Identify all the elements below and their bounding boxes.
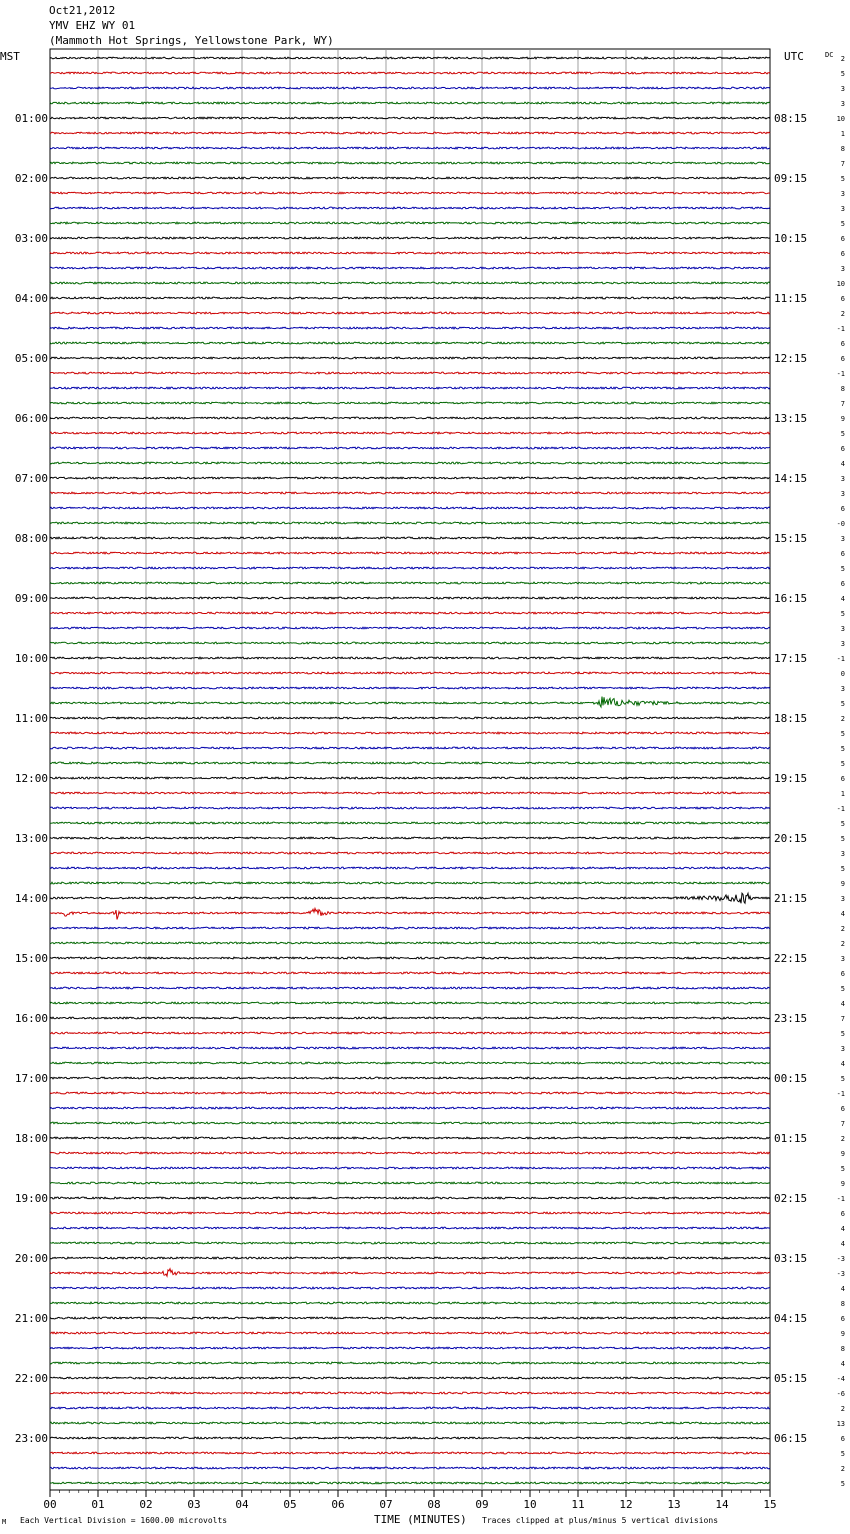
mst-hour-label: 02:00 (14, 172, 48, 185)
dc-offset-label: 7 (840, 1120, 845, 1128)
dc-offset-label: 5 (840, 430, 845, 438)
seismic-trace (50, 1017, 770, 1019)
seismic-trace (50, 762, 770, 764)
seismic-trace (50, 1047, 770, 1049)
dc-offset-label: 3 (840, 625, 845, 633)
dc-offset-label: 2 (840, 940, 845, 948)
dc-offset-label: 6 (840, 580, 845, 588)
seismic-trace (50, 327, 770, 329)
seismic-trace (50, 447, 770, 449)
x-tick-label: 03 (187, 1498, 201, 1511)
seismic-trace (50, 627, 770, 629)
dc-offset-label: -1 (836, 805, 845, 813)
seismic-trace (50, 1269, 770, 1276)
utc-hour-label: 18:15 (774, 712, 808, 725)
dc-offset-label: -6 (836, 1390, 845, 1398)
utc-hour-label: 23:15 (774, 1012, 808, 1025)
dc-offset-label: 9 (840, 415, 845, 423)
seismic-trace (50, 612, 770, 614)
seismic-trace (50, 297, 770, 299)
dc-offset-label: 5 (840, 985, 845, 993)
utc-hour-label: 03:15 (774, 1252, 808, 1265)
dc-offset-label: 5 (840, 1450, 845, 1458)
dc-offset-label: 5 (840, 70, 845, 78)
seismic-trace (50, 1302, 770, 1304)
seismic-trace (50, 537, 770, 539)
utc-hour-label: 17:15 (774, 652, 808, 665)
dc-offset-label: -3 (836, 1255, 845, 1263)
dc-offset-label: 6 (840, 1210, 845, 1218)
x-tick-label: 14 (715, 1498, 729, 1511)
utc-hour-label: 12:15 (774, 352, 808, 365)
utc-hour-label: 13:15 (774, 412, 808, 425)
seismic-trace (50, 462, 770, 464)
seismic-trace (50, 1062, 770, 1064)
seismic-trace (50, 1377, 770, 1379)
dc-offset-label: -1 (836, 1195, 845, 1203)
dc-offset-label: 1 (840, 790, 845, 798)
seismic-trace (50, 177, 770, 179)
seismic-trace (50, 237, 770, 239)
dc-offset-label: 6 (840, 1105, 845, 1113)
seismic-trace (50, 477, 770, 479)
scale-note: Each Vertical Division = 1600.00 microvolts (20, 1516, 228, 1525)
dc-offset-label: 5 (840, 730, 845, 738)
dc-offset-label: -1 (836, 325, 845, 333)
dc-offset-label: 6 (840, 775, 845, 783)
mst-hour-label: 05:00 (14, 352, 48, 365)
dc-offset-label: 8 (840, 1300, 845, 1308)
seismic-trace (50, 1287, 770, 1289)
seismic-trace (50, 132, 770, 134)
seismic-trace (50, 567, 770, 569)
dc-offset-label: -0 (836, 520, 845, 528)
dc-offset-label: -4 (836, 1375, 845, 1383)
seismic-trace (50, 417, 770, 419)
x-tick-label: 13 (667, 1498, 681, 1511)
mst-hour-label: 07:00 (14, 472, 48, 485)
seismic-trace (50, 1122, 770, 1124)
seismic-trace (50, 1032, 770, 1034)
seismic-trace (50, 732, 770, 734)
utc-hour-label: 19:15 (774, 772, 808, 785)
seismic-trace (50, 72, 770, 74)
seismic-trace (50, 792, 770, 794)
location-label: (Mammoth Hot Springs, Yellowstone Park, WY) (49, 34, 334, 47)
dc-offset-label: 3 (840, 85, 845, 93)
dc-offset-label: 3 (840, 850, 845, 858)
seismic-trace (50, 1152, 770, 1154)
seismic-trace (50, 1002, 770, 1004)
seismic-trace (50, 87, 770, 89)
station-label: YMV EHZ WY 01 (49, 19, 136, 32)
seismic-trace (50, 1407, 770, 1409)
x-tick-label: 00 (43, 1498, 57, 1511)
dc-offset-label: 5 (840, 1075, 845, 1083)
mst-hour-label: 04:00 (14, 292, 48, 305)
seismic-trace (50, 282, 770, 284)
mst-hour-label: 17:00 (14, 1072, 48, 1085)
utc-hour-label: 11:15 (774, 292, 808, 305)
seismic-trace (50, 1197, 770, 1199)
dc-offset-label: 7 (840, 1015, 845, 1023)
seismic-trace (50, 192, 770, 194)
seismic-trace (50, 522, 770, 524)
x-tick-label: 01 (91, 1498, 105, 1511)
dc-offset-label: 3 (840, 475, 845, 483)
dc-offset-label: 5 (840, 610, 845, 618)
dc-offset-label: 3 (840, 955, 845, 963)
x-tick-label: 10 (523, 1498, 537, 1511)
dc-offset-label: 3 (840, 895, 845, 903)
seismic-trace (50, 747, 770, 749)
seismic-trace (50, 697, 770, 707)
dc-offset-label: 2 (840, 310, 845, 318)
dc-offset-label: 5 (840, 820, 845, 828)
seismic-trace (50, 117, 770, 119)
seismic-trace (50, 1077, 770, 1079)
dc-offset-label: 4 (840, 1225, 845, 1233)
seismic-trace (50, 387, 770, 389)
seismic-trace (50, 893, 770, 903)
seismic-trace (50, 357, 770, 359)
mst-hour-label: 16:00 (14, 1012, 48, 1025)
dc-offset-label: 8 (840, 145, 845, 153)
mst-hour-label: 10:00 (14, 652, 48, 665)
dc-offset-label: 6 (840, 505, 845, 513)
dc-offset-label: 4 (840, 1000, 845, 1008)
dc-offset-label: 3 (840, 535, 845, 543)
seismic-trace (50, 582, 770, 584)
utc-hour-label: 08:15 (774, 112, 808, 125)
dc-offset-label: 6 (840, 340, 845, 348)
seismic-trace (50, 252, 770, 254)
seismic-trace (50, 717, 770, 719)
mst-hour-label: 21:00 (14, 1312, 48, 1325)
utc-hour-label: 22:15 (774, 952, 808, 965)
dc-offset-label: 5 (840, 835, 845, 843)
dc-offset-label: 0 (840, 670, 845, 678)
utc-hour-label: 05:15 (774, 1372, 808, 1385)
seismic-trace (50, 867, 770, 869)
seismic-trace (50, 822, 770, 824)
mst-hour-label: 14:00 (14, 892, 48, 905)
dc-offset-label: 5 (840, 865, 845, 873)
seismic-trace (50, 1092, 770, 1094)
dc-offset-label: 8 (840, 1345, 845, 1353)
seismic-trace (50, 1212, 770, 1214)
dc-offset-label: 4 (840, 910, 845, 918)
dc-offset-label: 6 (840, 295, 845, 303)
dc-offset-label: 4 (840, 1360, 845, 1368)
x-tick-label: 08 (427, 1498, 441, 1511)
dc-label: DC (825, 51, 834, 59)
seismic-trace (50, 957, 770, 959)
dc-offset-label: 2 (840, 1135, 845, 1143)
dc-offset-label: 3 (840, 640, 845, 648)
utc-hour-label: 09:15 (774, 172, 808, 185)
utc-hour-label: 10:15 (774, 232, 808, 245)
seismic-trace (50, 852, 770, 854)
x-axis-title: TIME (MINUTES) (374, 1513, 467, 1526)
seismic-trace (50, 1422, 770, 1424)
dc-offset-label: 5 (840, 175, 845, 183)
seismic-trace (50, 147, 770, 149)
seismic-trace (50, 102, 770, 104)
seismic-trace (50, 342, 770, 344)
dc-offset-label: 5 (840, 700, 845, 708)
dc-offset-label: 5 (840, 745, 845, 753)
seismic-trace (50, 312, 770, 314)
x-tick-label: 05 (283, 1498, 297, 1511)
dc-offset-label: 1 (840, 130, 845, 138)
seismic-trace (50, 207, 770, 209)
dc-offset-label: 2 (840, 1405, 845, 1413)
utc-hour-label: 15:15 (774, 532, 808, 545)
seismic-trace (50, 837, 770, 839)
seismic-trace (50, 1437, 770, 1439)
utc-hour-label: 16:15 (774, 592, 808, 605)
seismic-trace (50, 1392, 770, 1394)
seismic-trace (50, 657, 770, 659)
dc-offset-label: 5 (840, 565, 845, 573)
seismic-trace (50, 972, 770, 974)
dc-offset-label: 3 (840, 490, 845, 498)
seismic-trace (50, 642, 770, 644)
x-tick-label: 09 (475, 1498, 489, 1511)
mst-hour-label: 03:00 (14, 232, 48, 245)
seismic-trace (50, 1347, 770, 1349)
seismic-trace (50, 1452, 770, 1454)
seismic-trace (50, 777, 770, 779)
dc-offset-label: 9 (840, 880, 845, 888)
seismic-trace (50, 908, 770, 919)
dc-offset-label: 4 (840, 1240, 845, 1248)
dc-offset-label: 6 (840, 235, 845, 243)
dc-offset-label: 3 (840, 205, 845, 213)
dc-offset-label: 2 (840, 715, 845, 723)
seismic-trace (50, 1332, 770, 1334)
date-label: Oct21,2012 (49, 4, 116, 17)
mst-hour-label: 23:00 (14, 1432, 48, 1445)
seismic-trace (50, 162, 770, 164)
dc-offset-label: 6 (840, 970, 845, 978)
seismic-trace (50, 1482, 770, 1484)
dc-offset-label: -3 (836, 1270, 845, 1278)
seismic-trace (50, 597, 770, 599)
mst-hour-label: 13:00 (14, 832, 48, 845)
dc-offset-label: 6 (840, 355, 845, 363)
dc-offset-label: 5 (840, 1165, 845, 1173)
mst-hour-label: 20:00 (14, 1252, 48, 1265)
seismic-trace (50, 1362, 770, 1364)
dc-offset-label: 6 (840, 445, 845, 453)
mst-hour-label: 09:00 (14, 592, 48, 605)
seismic-trace (50, 1227, 770, 1229)
seismic-trace (50, 1137, 770, 1139)
dc-offset-label: 5 (840, 1030, 845, 1038)
utc-hour-label: 00:15 (774, 1072, 808, 1085)
x-tick-label: 04 (235, 1498, 249, 1511)
x-tick-label: 11 (571, 1498, 585, 1511)
dc-offset-label: 4 (840, 1060, 845, 1068)
utc-hour-label: 01:15 (774, 1132, 808, 1145)
seismic-trace (50, 687, 770, 689)
dc-offset-label: 8 (840, 385, 845, 393)
dc-offset-label: 4 (840, 595, 845, 603)
seismic-trace (50, 1167, 770, 1169)
seismic-trace (50, 57, 770, 59)
dc-offset-label: 6 (840, 550, 845, 558)
seismic-trace (50, 492, 770, 494)
seismic-trace (50, 1242, 770, 1244)
utc-hour-label: 20:15 (774, 832, 808, 845)
utc-hour-label: 21:15 (774, 892, 808, 905)
dc-offset-label: 9 (840, 1330, 845, 1338)
dc-offset-label: -1 (836, 655, 845, 663)
dc-offset-label: 7 (840, 160, 845, 168)
dc-offset-label: 5 (840, 1480, 845, 1488)
seismic-trace (50, 1107, 770, 1109)
utc-hour-label: 02:15 (774, 1192, 808, 1205)
mst-hour-label: 19:00 (14, 1192, 48, 1205)
mst-hour-label: 06:00 (14, 412, 48, 425)
dc-offset-label: 6 (840, 250, 845, 258)
seismic-trace (50, 1182, 770, 1184)
dc-offset-label: 5 (840, 220, 845, 228)
mst-hour-label: 01:00 (14, 112, 48, 125)
dc-offset-label: 5 (840, 760, 845, 768)
utc-hour-label: 04:15 (774, 1312, 808, 1325)
clip-note: Traces clipped at plus/minus 5 vertical divisions (482, 1516, 719, 1525)
mst-hour-label: 22:00 (14, 1372, 48, 1385)
seismic-trace (50, 552, 770, 554)
x-tick-label: 12 (619, 1498, 633, 1511)
dc-offset-label: 9 (840, 1180, 845, 1188)
dc-offset-label: 6 (840, 1315, 845, 1323)
seismic-trace (50, 507, 770, 509)
dc-offset-label: 2 (840, 925, 845, 933)
dc-offset-label: 2 (840, 55, 845, 63)
seismic-trace (50, 807, 770, 809)
dc-offset-label: 3 (840, 685, 845, 693)
seismic-trace (50, 267, 770, 269)
corner-mark: M (2, 1518, 7, 1526)
dc-offset-label: 10 (836, 115, 845, 123)
dc-offset-label: 3 (840, 190, 845, 198)
left-tz-label: MST (0, 50, 20, 63)
mst-hour-label: 08:00 (14, 532, 48, 545)
dc-offset-label: 2 (840, 1465, 845, 1473)
seismic-trace (50, 672, 770, 674)
seismic-trace (50, 1467, 770, 1469)
x-tick-label: 02 (139, 1498, 153, 1511)
dc-offset-label: 3 (840, 265, 845, 273)
mst-hour-label: 12:00 (14, 772, 48, 785)
seismic-trace (50, 222, 770, 224)
seismic-trace (50, 402, 770, 404)
dc-offset-label: 7 (840, 400, 845, 408)
dc-offset-label: 3 (840, 100, 845, 108)
right-tz-label: UTC (784, 50, 804, 63)
dc-offset-label: -1 (836, 370, 845, 378)
dc-offset-label: 4 (840, 1285, 845, 1293)
dc-offset-label: 10 (836, 280, 845, 288)
dc-offset-label: 6 (840, 1435, 845, 1443)
x-tick-label: 06 (331, 1498, 345, 1511)
seismic-trace (50, 882, 770, 884)
seismic-trace (50, 1257, 770, 1259)
seismic-trace (50, 987, 770, 989)
seismic-trace (50, 942, 770, 944)
dc-offset-label: 13 (836, 1420, 845, 1428)
dc-offset-label: 3 (840, 1045, 845, 1053)
x-tick-label: 07 (379, 1498, 393, 1511)
dc-offset-label: -1 (836, 1090, 845, 1098)
utc-hour-label: 14:15 (774, 472, 808, 485)
mst-hour-label: 11:00 (14, 712, 48, 725)
seismic-trace (50, 372, 770, 374)
seismic-trace (50, 927, 770, 929)
seismic-trace (50, 1317, 770, 1319)
mst-hour-label: 15:00 (14, 952, 48, 965)
dc-offset-label: 9 (840, 1150, 845, 1158)
mst-hour-label: 18:00 (14, 1132, 48, 1145)
utc-hour-label: 06:15 (774, 1432, 808, 1445)
dc-offset-label: 4 (840, 460, 845, 468)
seismic-trace (50, 432, 770, 434)
x-tick-label: 15 (763, 1498, 777, 1511)
